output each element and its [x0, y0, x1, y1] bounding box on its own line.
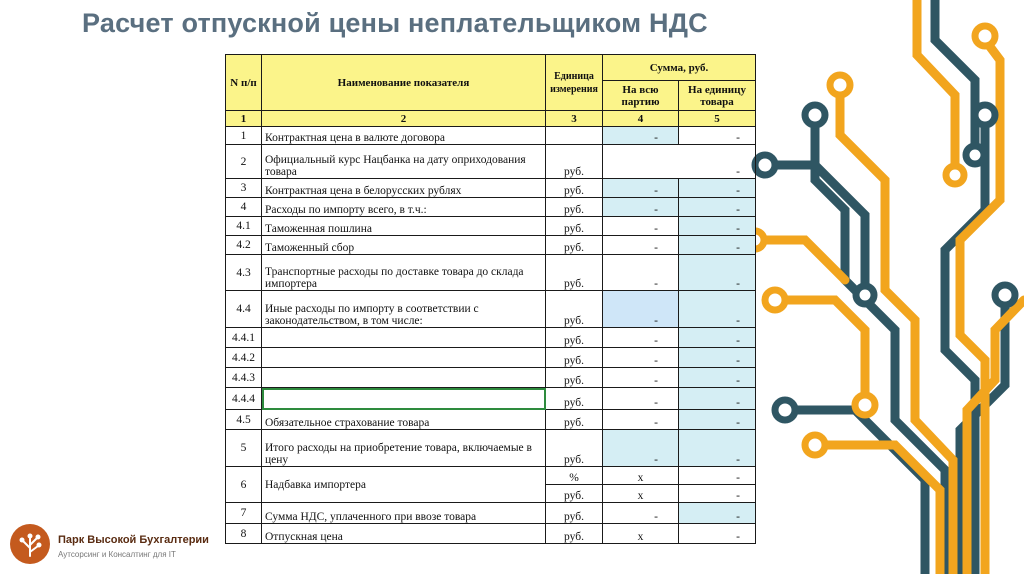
col-number-2: 2 [262, 111, 546, 127]
row-unit: руб. [546, 255, 603, 291]
row-name: Надбавка импортера [262, 467, 546, 503]
row-number: 3 [226, 179, 262, 198]
row-name: Итого расходы на приобретение товара, включаемые в цену [262, 430, 546, 467]
table-row [226, 255, 756, 291]
row-name[interactable] [262, 328, 546, 348]
row-unit: руб. [546, 388, 603, 410]
row-unit: руб. [546, 145, 603, 179]
row-number: 4.4 [226, 291, 262, 328]
row-value-all: - [603, 348, 679, 368]
logo-tagline: Аутсорсинг и Консалтинг для IT [58, 550, 176, 559]
row-value-all: - [603, 236, 679, 255]
row-value-unit: - [679, 328, 756, 348]
row-value-unit-2: - [679, 485, 756, 503]
table-row [226, 410, 756, 430]
row-value-all: - [603, 127, 679, 145]
row-value-all: - [603, 328, 679, 348]
row-value-all: - [603, 179, 679, 198]
row-number: 1 [226, 127, 262, 145]
row-unit: руб. [546, 198, 603, 217]
row-value-unit: - [679, 503, 756, 524]
table-row [226, 127, 756, 145]
row-name: Контрактная цена в валюте договора [262, 127, 546, 145]
table-row [226, 430, 756, 467]
row-unit-2: руб. [546, 485, 603, 503]
table-row [226, 198, 756, 217]
row-unit: руб. [546, 217, 603, 236]
table-row [226, 524, 756, 544]
row-value-unit: - [679, 368, 756, 388]
row-number: 5 [226, 430, 262, 467]
table-row [226, 348, 756, 368]
row-number: 6 [226, 467, 262, 503]
col-number-5: 5 [679, 111, 756, 127]
row-value-all: - [603, 291, 679, 328]
table-row [226, 291, 756, 328]
row-value-all: - [603, 410, 679, 430]
row-name: Сумма НДС, уплаченного при ввозе товара [262, 503, 546, 524]
header-sum: Сумма, руб. [603, 55, 756, 81]
row-unit: руб. [546, 503, 603, 524]
row-name: Обязательное страхование товара [262, 410, 546, 430]
row-value-unit: - [679, 291, 756, 328]
table-row [226, 145, 756, 179]
table-row [226, 217, 756, 236]
header-num: N п/п [226, 55, 262, 111]
row-unit: руб. [546, 348, 603, 368]
row-number: 8 [226, 524, 262, 544]
row-name: Расходы по импорту всего, в т.ч.: [262, 198, 546, 217]
row-number: 4 [226, 198, 262, 217]
row-value-all: - [603, 503, 679, 524]
page-title: Расчет отпускной цены неплательщиком НДС [82, 8, 708, 38]
row-unit: руб. [546, 410, 603, 430]
price-calculation-table [225, 54, 756, 544]
table-row [226, 236, 756, 255]
row-value-unit: - [679, 198, 756, 217]
row-value-unit: - [679, 430, 756, 467]
row-value-unit: - [679, 467, 756, 485]
row-value-unit: - [603, 145, 756, 179]
row-unit [546, 127, 603, 145]
row-unit: руб. [546, 236, 603, 255]
header-name: Наименование показателя [262, 55, 546, 111]
row-value-unit: - [679, 410, 756, 430]
header-unit: Единица измерения [546, 55, 603, 111]
circuit-tree-decoration [745, 0, 1024, 574]
row-number: 4.5 [226, 410, 262, 430]
row-unit: руб. [546, 368, 603, 388]
row-value-unit: - [679, 524, 756, 544]
table-row [226, 368, 756, 388]
row-name[interactable] [262, 348, 546, 368]
row-number: 4.2 [226, 236, 262, 255]
row-value-unit: - [679, 255, 756, 291]
tree-logo-icon [10, 524, 50, 564]
row-number: 4.4.2 [226, 348, 262, 368]
header-all: На всю партию [603, 81, 679, 111]
row-value-unit: - [679, 217, 756, 236]
row-name: Иные расходы по импорту в соответствии с законодательством, в том числе: [262, 291, 546, 328]
row-name: Официальный курс Нацбанка на дату оприходования товара [262, 145, 546, 179]
row-value-all: - [603, 255, 679, 291]
row-value-unit: - [679, 127, 756, 145]
row-name: Контрактная цена в белорусских рублях [262, 179, 546, 198]
table-row [226, 503, 756, 524]
row-value-unit: - [679, 179, 756, 198]
col-number-3: 3 [546, 111, 603, 127]
row-unit: руб. [546, 291, 603, 328]
col-number-4: 4 [603, 111, 679, 127]
row-value-unit: - [679, 348, 756, 368]
row-value-all: - [603, 388, 679, 410]
row-value-unit: - [679, 236, 756, 255]
logo-name: Парк Высокой Бухгалтерии [58, 534, 209, 546]
row-value-all: x [603, 467, 679, 485]
row-value-all: - [603, 368, 679, 388]
row-number: 7 [226, 503, 262, 524]
row-number: 4.1 [226, 217, 262, 236]
row-name: Транспортные расходы по доставке товара до склада импортера [262, 255, 546, 291]
row-number: 4.4.4 [226, 388, 262, 410]
table-row [226, 467, 756, 485]
row-value-all: x [603, 524, 679, 544]
row-value-all-2: x [603, 485, 679, 503]
row-unit: руб. [546, 179, 603, 198]
row-unit: руб. [546, 524, 603, 544]
table-row [226, 179, 756, 198]
row-name: Отпускная цена [262, 524, 546, 544]
row-unit: % [546, 467, 603, 485]
row-number: 4.4.1 [226, 328, 262, 348]
row-unit: руб. [546, 430, 603, 467]
company-logo[interactable] [10, 524, 250, 568]
table-row [226, 328, 756, 348]
header-per-unit: На единицу товара [679, 81, 756, 111]
row-number: 4.4.3 [226, 368, 262, 388]
selected-cell[interactable] [262, 388, 546, 410]
row-name[interactable] [262, 368, 546, 388]
col-number-1: 1 [226, 111, 262, 127]
row-number: 4.3 [226, 255, 262, 291]
row-unit: руб. [546, 328, 603, 348]
row-number: 2 [226, 145, 262, 179]
row-value-all: - [603, 430, 679, 467]
row-name: Таможенная пошлина [262, 217, 546, 236]
row-name: Таможенный сбор [262, 236, 546, 255]
row-value-all: - [603, 217, 679, 236]
table-row [226, 388, 756, 410]
row-value-unit: - [679, 388, 756, 410]
row-value-all: - [603, 198, 679, 217]
